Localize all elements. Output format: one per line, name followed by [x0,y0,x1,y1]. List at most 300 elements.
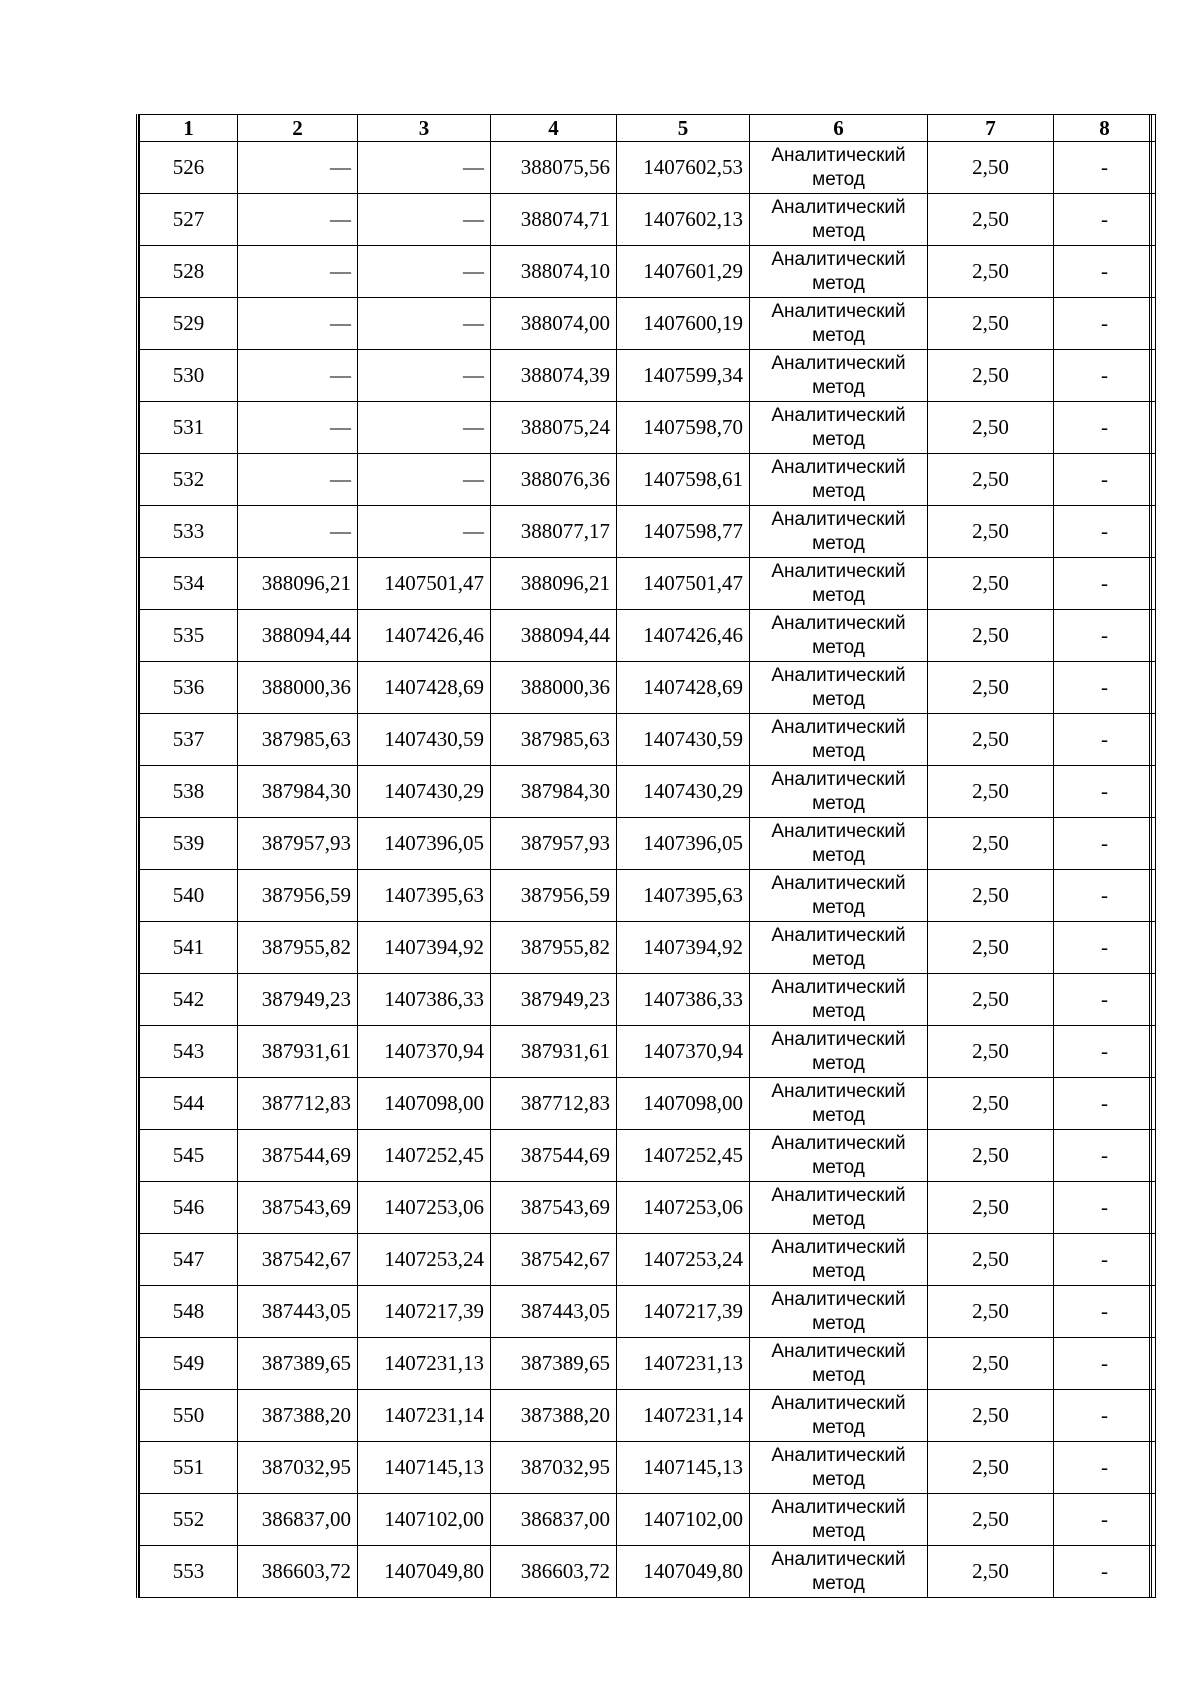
note-cell: - [1054,974,1156,1026]
accuracy-cell: 2,50 [928,506,1054,558]
table-row [140,1182,1156,1234]
table-header-row [140,115,1156,142]
old-x-cell: 387957,93 [238,818,358,870]
accuracy-cell: 2,50 [928,766,1054,818]
new-x-cell: 388075,24 [491,402,617,454]
new-y-cell: 1407430,59 [617,714,750,766]
table-row [140,558,1156,610]
accuracy-cell: 2,50 [928,454,1054,506]
old-x-cell: — [238,402,358,454]
method-text-line: Аналитический [771,612,906,634]
new-y-cell: 1407252,45 [617,1130,750,1182]
note-cell: - [1054,402,1156,454]
method-text-line: Аналитический [771,976,906,998]
accuracy-cell: 2,50 [928,974,1054,1026]
table-row [140,766,1156,818]
accuracy-cell: 2,50 [928,1390,1054,1442]
new-y-cell: 1407428,69 [617,662,750,714]
note-cell: - [1054,870,1156,922]
method-text-line: метод [812,376,865,398]
new-x-cell: 386837,00 [491,1494,617,1546]
new-y-cell: 1407394,92 [617,922,750,974]
accuracy-cell: 2,50 [928,714,1054,766]
point-number-cell: 544 [140,1078,238,1130]
method-text-line: метод [812,1520,865,1542]
method-cell [750,454,928,506]
point-number-cell: 532 [140,454,238,506]
note-cell: - [1054,558,1156,610]
old-x-cell: 387544,69 [238,1130,358,1182]
old-y-cell: — [358,350,491,402]
method-text-line: метод [812,1000,865,1022]
method-cell [750,1338,928,1390]
new-x-cell: 388074,39 [491,350,617,402]
method-cell [750,558,928,610]
new-x-cell: 387543,69 [491,1182,617,1234]
column-header: 3 [358,115,491,142]
method-cell [750,1078,928,1130]
old-y-cell: 1407098,00 [358,1078,491,1130]
new-y-cell: 1407598,70 [617,402,750,454]
method-text-line: метод [812,480,865,502]
old-y-cell: — [358,506,491,558]
accuracy-cell: 2,50 [928,1286,1054,1338]
point-number-cell: 548 [140,1286,238,1338]
old-y-cell: 1407501,47 [358,558,491,610]
table-row [140,298,1156,350]
new-y-cell: 1407217,39 [617,1286,750,1338]
method-cell [750,142,928,194]
new-x-cell: 387544,69 [491,1130,617,1182]
method-text-line: Аналитический [771,1288,906,1310]
method-text-line: метод [812,948,865,970]
new-x-cell: 388074,71 [491,194,617,246]
method-text-line: метод [812,1260,865,1282]
method-cell [750,1026,928,1078]
method-text-line: метод [812,1416,865,1438]
old-y-cell: — [358,142,491,194]
old-y-cell: — [358,246,491,298]
table-row [140,142,1156,194]
new-y-cell: 1407602,53 [617,142,750,194]
column-header: 1 [140,115,238,142]
old-x-cell: 388094,44 [238,610,358,662]
method-text-line: Аналитический [771,1028,906,1050]
note-cell: - [1054,1130,1156,1182]
note-cell: - [1054,1494,1156,1546]
table-row [140,1546,1156,1598]
method-cell [750,1390,928,1442]
method-text-line: Аналитический [771,924,906,946]
point-number-cell: 550 [140,1390,238,1442]
point-number-cell: 543 [140,1026,238,1078]
accuracy-cell: 2,50 [928,1026,1054,1078]
method-text-line: метод [812,324,865,346]
old-x-cell: — [238,506,358,558]
new-y-cell: 1407049,80 [617,1546,750,1598]
point-number-cell: 531 [140,402,238,454]
method-cell [750,506,928,558]
old-x-cell: 388096,21 [238,558,358,610]
point-number-cell: 539 [140,818,238,870]
method-cell [750,818,928,870]
note-cell: - [1054,1286,1156,1338]
point-number-cell: 540 [140,870,238,922]
note-cell: - [1054,246,1156,298]
point-number-cell: 551 [140,1442,238,1494]
point-number-cell: 545 [140,1130,238,1182]
point-number-cell: 547 [140,1234,238,1286]
point-number-cell: 542 [140,974,238,1026]
method-text-line: метод [812,272,865,294]
method-cell [750,298,928,350]
table-row [140,194,1156,246]
new-x-cell: 387931,61 [491,1026,617,1078]
table-row [140,1338,1156,1390]
new-y-cell: 1407430,29 [617,766,750,818]
method-cell [750,1234,928,1286]
accuracy-cell: 2,50 [928,558,1054,610]
method-text-line: Аналитический [771,1236,906,1258]
method-text-line: Аналитический [771,144,906,166]
note-cell: - [1054,1442,1156,1494]
new-y-cell: 1407098,00 [617,1078,750,1130]
old-x-cell: 387389,65 [238,1338,358,1390]
table-row [140,350,1156,402]
point-number-cell: 538 [140,766,238,818]
point-number-cell: 541 [140,922,238,974]
method-text-line: Аналитический [771,716,906,738]
method-cell [750,1130,928,1182]
old-y-cell: 1407252,45 [358,1130,491,1182]
accuracy-cell: 2,50 [928,194,1054,246]
old-y-cell: 1407049,80 [358,1546,491,1598]
table-row [140,246,1156,298]
new-y-cell: 1407601,29 [617,246,750,298]
column-header: 7 [928,115,1054,142]
note-cell: - [1054,1026,1156,1078]
table-row [140,818,1156,870]
new-y-cell: 1407396,05 [617,818,750,870]
old-x-cell: 387984,30 [238,766,358,818]
method-text-line: Аналитический [771,1392,906,1414]
new-x-cell: 388000,36 [491,662,617,714]
note-cell: - [1054,662,1156,714]
accuracy-cell: 2,50 [928,1130,1054,1182]
old-x-cell: 386603,72 [238,1546,358,1598]
method-text-line: Аналитический [771,872,906,894]
accuracy-cell: 2,50 [928,402,1054,454]
method-text-line: Аналитический [771,300,906,322]
point-number-cell: 534 [140,558,238,610]
method-text-line: метод [812,168,865,190]
note-cell: - [1054,818,1156,870]
table-body [140,142,1156,1598]
method-cell [750,662,928,714]
old-x-cell: 387955,82 [238,922,358,974]
new-x-cell: 387985,63 [491,714,617,766]
note-cell: - [1054,350,1156,402]
new-x-cell: 387956,59 [491,870,617,922]
method-text-line: метод [812,1104,865,1126]
table-row [140,1078,1156,1130]
new-x-cell: 387957,93 [491,818,617,870]
method-text-line: метод [812,636,865,658]
new-y-cell: 1407102,00 [617,1494,750,1546]
accuracy-cell: 2,50 [928,922,1054,974]
accuracy-cell: 2,50 [928,1546,1054,1598]
table-row [140,506,1156,558]
old-y-cell: 1407253,24 [358,1234,491,1286]
old-y-cell: 1407395,63 [358,870,491,922]
accuracy-cell: 2,50 [928,142,1054,194]
method-text-line: Аналитический [771,1496,906,1518]
method-cell [750,922,928,974]
old-y-cell: 1407426,46 [358,610,491,662]
old-y-cell: 1407430,59 [358,714,491,766]
new-y-cell: 1407501,47 [617,558,750,610]
new-x-cell: 387984,30 [491,766,617,818]
point-number-cell: 528 [140,246,238,298]
new-x-cell: 387949,23 [491,974,617,1026]
old-y-cell: 1407102,00 [358,1494,491,1546]
table-row [140,610,1156,662]
method-cell [750,1442,928,1494]
new-x-cell: 388074,10 [491,246,617,298]
note-cell: - [1054,610,1156,662]
method-cell [750,246,928,298]
old-x-cell: — [238,298,358,350]
method-cell [750,402,928,454]
table-row [140,1234,1156,1286]
new-y-cell: 1407145,13 [617,1442,750,1494]
accuracy-cell: 2,50 [928,1494,1054,1546]
note-cell: - [1054,1546,1156,1598]
method-text-line: Аналитический [771,456,906,478]
old-x-cell: 387712,83 [238,1078,358,1130]
new-y-cell: 1407598,61 [617,454,750,506]
method-text-line: Аналитический [771,1184,906,1206]
table-row [140,714,1156,766]
method-text-line: Аналитический [771,1132,906,1154]
new-x-cell: 388096,21 [491,558,617,610]
coordinates-table [139,114,1156,1598]
method-text-line: Аналитический [771,1548,906,1570]
accuracy-cell: 2,50 [928,1234,1054,1286]
method-text-line: метод [812,896,865,918]
method-text-line: метод [812,1208,865,1230]
note-cell: - [1054,142,1156,194]
new-y-cell: 1407599,34 [617,350,750,402]
point-number-cell: 527 [140,194,238,246]
note-cell: - [1054,766,1156,818]
table-row [140,974,1156,1026]
old-y-cell: 1407370,94 [358,1026,491,1078]
new-x-cell: 388094,44 [491,610,617,662]
table-row [140,922,1156,974]
old-x-cell: 387542,67 [238,1234,358,1286]
point-number-cell: 552 [140,1494,238,1546]
note-cell: - [1054,454,1156,506]
accuracy-cell: 2,50 [928,610,1054,662]
new-x-cell: 387955,82 [491,922,617,974]
note-cell: - [1054,1182,1156,1234]
method-cell [750,1286,928,1338]
table-row [140,1442,1156,1494]
note-cell: - [1054,298,1156,350]
method-cell [750,1182,928,1234]
method-text-line: Аналитический [771,248,906,270]
method-cell [750,870,928,922]
method-text-line: Аналитический [771,820,906,842]
accuracy-cell: 2,50 [928,818,1054,870]
new-x-cell: 388075,56 [491,142,617,194]
old-x-cell: 387032,95 [238,1442,358,1494]
point-number-cell: 530 [140,350,238,402]
method-text-line: Аналитический [771,352,906,374]
old-x-cell: — [238,350,358,402]
new-y-cell: 1407426,46 [617,610,750,662]
accuracy-cell: 2,50 [928,1182,1054,1234]
new-y-cell: 1407602,13 [617,194,750,246]
accuracy-cell: 2,50 [928,298,1054,350]
new-x-cell: 387443,05 [491,1286,617,1338]
method-cell [750,610,928,662]
method-text-line: метод [812,844,865,866]
method-text-line: Аналитический [771,1444,906,1466]
point-number-cell: 535 [140,610,238,662]
old-x-cell: — [238,194,358,246]
method-text-line: Аналитический [771,1340,906,1362]
method-text-line: метод [812,584,865,606]
new-y-cell: 1407370,94 [617,1026,750,1078]
method-text-line: метод [812,1468,865,1490]
method-cell [750,974,928,1026]
new-x-cell: 387712,83 [491,1078,617,1130]
old-y-cell: 1407428,69 [358,662,491,714]
point-number-cell: 546 [140,1182,238,1234]
column-header: 6 [750,115,928,142]
table-row [140,870,1156,922]
note-cell: - [1054,922,1156,974]
method-text-line: метод [812,1312,865,1334]
old-y-cell: 1407231,13 [358,1338,491,1390]
accuracy-cell: 2,50 [928,350,1054,402]
method-cell [750,714,928,766]
old-y-cell: 1407396,05 [358,818,491,870]
old-x-cell: 387985,63 [238,714,358,766]
accuracy-cell: 2,50 [928,1078,1054,1130]
accuracy-cell: 2,50 [928,662,1054,714]
point-number-cell: 537 [140,714,238,766]
old-x-cell: 387388,20 [238,1390,358,1442]
new-x-cell: 387032,95 [491,1442,617,1494]
old-y-cell: — [358,194,491,246]
new-x-cell: 387542,67 [491,1234,617,1286]
new-x-cell: 387388,20 [491,1390,617,1442]
new-y-cell: 1407231,14 [617,1390,750,1442]
accuracy-cell: 2,50 [928,1442,1054,1494]
table-row [140,1390,1156,1442]
method-text-line: метод [812,688,865,710]
note-cell: - [1054,1078,1156,1130]
table-row [140,454,1156,506]
method-text-line: метод [812,1572,865,1594]
old-x-cell: 388000,36 [238,662,358,714]
old-y-cell: — [358,454,491,506]
note-cell: - [1054,194,1156,246]
method-cell [750,1494,928,1546]
method-text-line: метод [812,1156,865,1178]
old-y-cell: 1407217,39 [358,1286,491,1338]
old-x-cell: 387931,61 [238,1026,358,1078]
old-y-cell: 1407394,92 [358,922,491,974]
old-x-cell: 387956,59 [238,870,358,922]
table-row [140,1026,1156,1078]
method-text-line: Аналитический [771,664,906,686]
old-y-cell: 1407430,29 [358,766,491,818]
table-row [140,1494,1156,1546]
new-y-cell: 1407600,19 [617,298,750,350]
new-x-cell: 388076,36 [491,454,617,506]
note-cell: - [1054,1338,1156,1390]
table-row [140,1130,1156,1182]
method-text-line: Аналитический [771,404,906,426]
method-text-line: метод [812,1052,865,1074]
column-header: 2 [238,115,358,142]
new-y-cell: 1407386,33 [617,974,750,1026]
note-cell: - [1054,1390,1156,1442]
new-y-cell: 1407395,63 [617,870,750,922]
point-number-cell: 553 [140,1546,238,1598]
new-x-cell: 386603,72 [491,1546,617,1598]
column-header: 5 [617,115,750,142]
method-text-line: Аналитический [771,1080,906,1102]
method-cell [750,766,928,818]
accuracy-cell: 2,50 [928,870,1054,922]
method-cell [750,194,928,246]
method-text-line: метод [812,1364,865,1386]
method-text-line: Аналитический [771,768,906,790]
method-text-line: метод [812,532,865,554]
old-x-cell: 386837,00 [238,1494,358,1546]
new-x-cell: 388077,17 [491,506,617,558]
accuracy-cell: 2,50 [928,246,1054,298]
method-text-line: метод [812,220,865,242]
old-y-cell: 1407253,06 [358,1182,491,1234]
old-x-cell: 387543,69 [238,1182,358,1234]
note-cell: - [1054,714,1156,766]
new-x-cell: 387389,65 [491,1338,617,1390]
point-number-cell: 526 [140,142,238,194]
old-y-cell: 1407145,13 [358,1442,491,1494]
accuracy-cell: 2,50 [928,1338,1054,1390]
old-x-cell: — [238,454,358,506]
method-text-line: метод [812,740,865,762]
method-text-line: Аналитический [771,508,906,530]
note-cell: - [1054,506,1156,558]
new-y-cell: 1407253,06 [617,1182,750,1234]
old-x-cell: 387443,05 [238,1286,358,1338]
new-x-cell: 388074,00 [491,298,617,350]
method-text-line: Аналитический [771,560,906,582]
point-number-cell: 549 [140,1338,238,1390]
point-number-cell: 533 [140,506,238,558]
note-cell: - [1054,1234,1156,1286]
coordinates-table-wrapper [136,114,1152,1598]
method-text-line: метод [812,428,865,450]
new-y-cell: 1407253,24 [617,1234,750,1286]
